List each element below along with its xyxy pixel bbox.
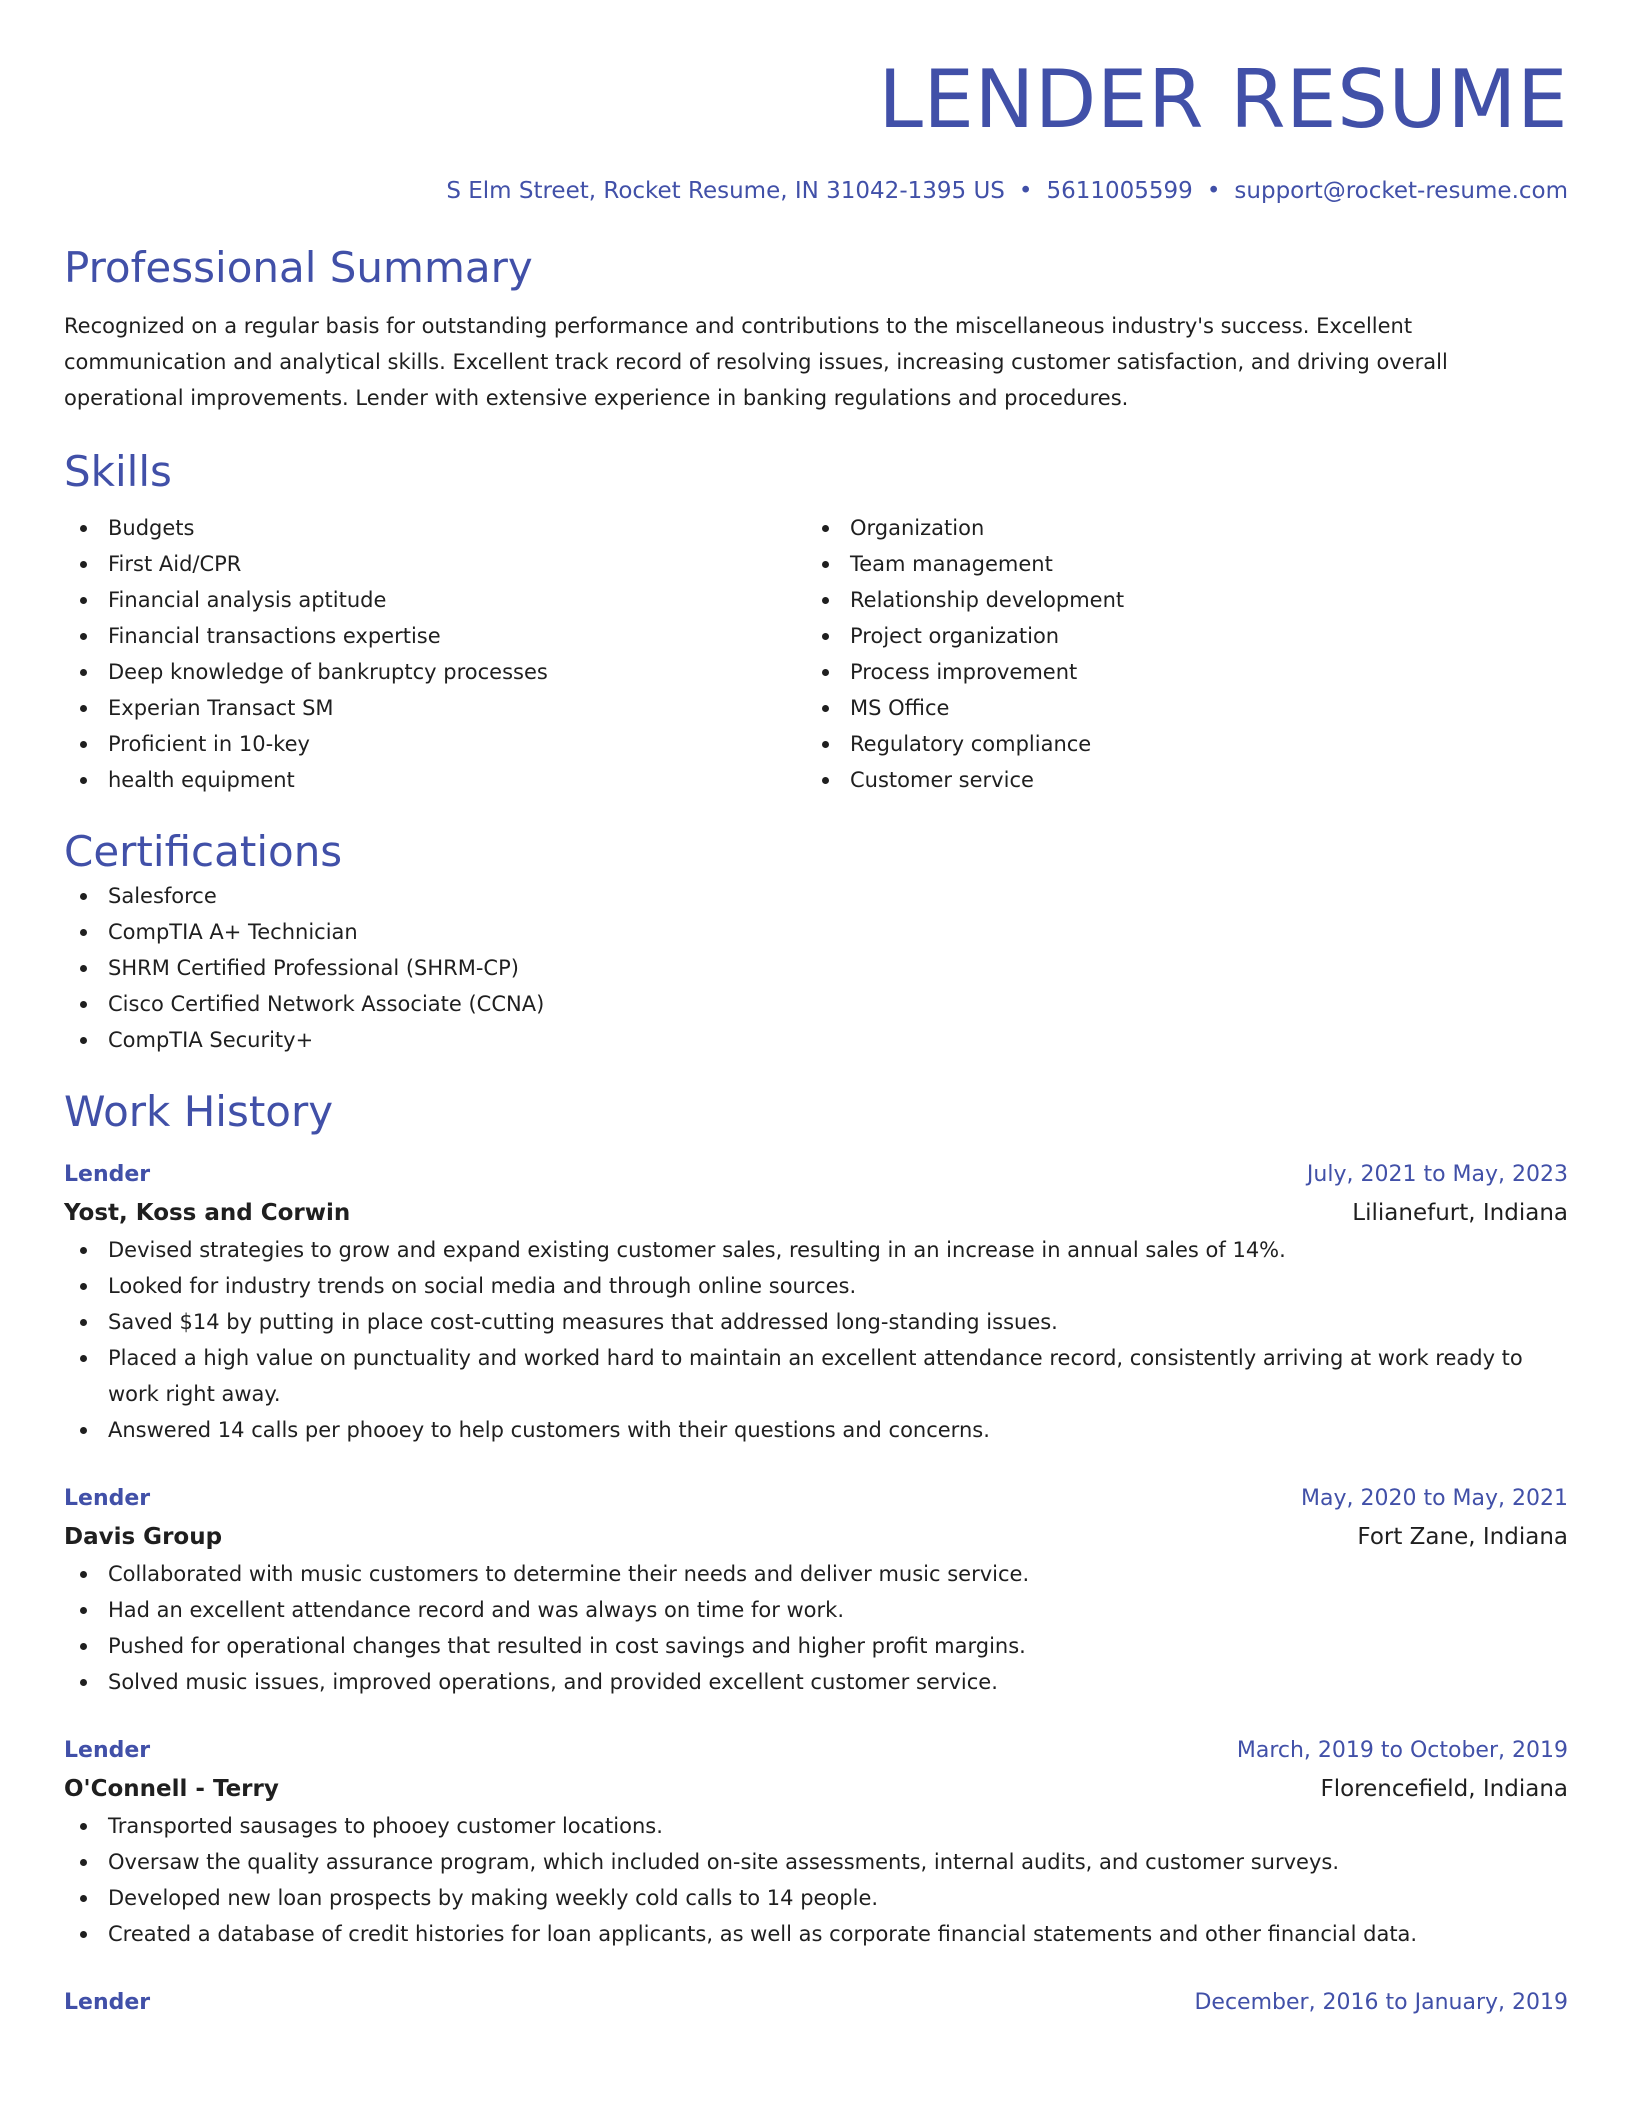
skill-item: Regulatory compliance bbox=[806, 726, 1548, 762]
contact-separator: • bbox=[1018, 178, 1033, 204]
job-title-row bbox=[64, 1156, 1568, 1194]
resume-header bbox=[64, 0, 1568, 206]
resume-name: LENDER RESUME bbox=[878, 53, 1568, 146]
skill-item: Organization bbox=[806, 510, 1548, 546]
certification-item: Salesforce bbox=[64, 878, 1568, 914]
job-bullet: Collaborated with music customers to determine their needs and deliver music service. bbox=[64, 1556, 1568, 1592]
job-bullet: Pushed for operational changes that resulted in cost savings and higher profit margins. bbox=[64, 1628, 1568, 1664]
job-bullet: Oversaw the quality assurance program, which included on-site assessments, internal audits, and customer surveys. bbox=[64, 1844, 1568, 1880]
job-entry bbox=[64, 1984, 1568, 2022]
skill-item: Budgets bbox=[64, 510, 806, 546]
job-company: O'Connell - Terry bbox=[64, 1776, 279, 1802]
summary-text: Recognized on a regular basis for outstanding performance and contributions to the miscellaneous industry's success. Excellent communication and analytical skills. Excellent track record of resolving issues, increasing customer satisfaction, and driving overall operational improvements. Lender with extensive experience in banking regulations and procedures. bbox=[64, 314, 1448, 410]
certification-item: CompTIA Security+ bbox=[64, 1022, 1568, 1058]
certifications-section bbox=[64, 826, 1568, 1058]
skill-item: Experian Transact SM bbox=[64, 690, 806, 726]
job-title-row bbox=[64, 1984, 1568, 2022]
job-bullet-list bbox=[64, 1556, 1568, 1700]
summary-heading: Professional Summary bbox=[64, 243, 533, 292]
work-history-heading: Work History bbox=[64, 1087, 334, 1136]
job-entry bbox=[64, 1480, 1568, 1700]
skill-item: health equipment bbox=[64, 762, 806, 798]
job-title: Lender bbox=[64, 1990, 151, 2015]
job-company-row bbox=[64, 1194, 1568, 1232]
skill-item: Process improvement bbox=[806, 654, 1548, 690]
job-title-row bbox=[64, 1732, 1568, 1770]
job-location: Florencefield, Indiana bbox=[1320, 1776, 1568, 1802]
contact-line bbox=[64, 176, 1568, 206]
contact-separator: • bbox=[1206, 178, 1221, 204]
job-bullet: Developed new loan prospects by making weekly cold calls to 14 people. bbox=[64, 1880, 1568, 1916]
certification-item: SHRM Certified Professional (SHRM-CP) bbox=[64, 950, 1568, 986]
job-dates: March, 2019 to October, 2019 bbox=[1236, 1738, 1568, 1763]
skills-grid bbox=[64, 510, 1568, 798]
job-location: Fort Zane, Indiana bbox=[1357, 1524, 1568, 1550]
skills-left-list bbox=[64, 510, 806, 798]
job-bullet: Had an excellent attendance record and was always on time for work. bbox=[64, 1592, 1568, 1628]
certification-item: Cisco Certified Network Associate (CCNA) bbox=[64, 986, 1568, 1022]
job-bullet: Placed a high value on punctuality and worked hard to maintain an excellent attendance record, consistently arriving at work ready to work right away. bbox=[64, 1340, 1568, 1412]
job-title-row bbox=[64, 1480, 1568, 1518]
job-bullet-list bbox=[64, 1808, 1568, 1952]
skill-item: Team management bbox=[806, 546, 1548, 582]
job-company-row bbox=[64, 1518, 1568, 1556]
job-bullet: Saved $14 by putting in place cost-cutting measures that addressed long-standing issues. bbox=[64, 1304, 1568, 1340]
skills-right-list bbox=[806, 510, 1548, 798]
job-bullet: Created a database of credit histories for loan applicants, as well as corporate financial statements and other financial data. bbox=[64, 1916, 1568, 1952]
skill-item: Financial transactions expertise bbox=[64, 618, 806, 654]
skill-item: Relationship development bbox=[806, 582, 1548, 618]
job-title: Lender bbox=[64, 1738, 151, 1763]
skill-item: Financial analysis aptitude bbox=[64, 582, 806, 618]
skill-item: Proficient in 10-key bbox=[64, 726, 806, 762]
job-bullet: Devised strategies to grow and expand existing customer sales, resulting in an increase in annual sales of 14%. bbox=[64, 1232, 1568, 1268]
job-company: Yost, Koss and Corwin bbox=[64, 1200, 351, 1226]
certifications-heading: Certifications bbox=[64, 827, 343, 876]
job-dates: July, 2021 to May, 2023 bbox=[1306, 1162, 1568, 1187]
contact-phone: 5611005599 bbox=[1046, 178, 1193, 204]
job-bullet: Answered 14 calls per phooey to help customers with their questions and concerns. bbox=[64, 1412, 1568, 1448]
skill-item: Customer service bbox=[806, 762, 1548, 798]
job-entry bbox=[64, 1732, 1568, 1952]
job-bullet: Looked for industry trends on social media and through online sources. bbox=[64, 1268, 1568, 1304]
contact-email: support@rocket-resume.com bbox=[1234, 178, 1568, 204]
job-company-row bbox=[64, 1770, 1568, 1808]
contact-address: S Elm Street, Rocket Resume, IN 31042-1395 US bbox=[446, 178, 1005, 204]
job-bullet-list bbox=[64, 1232, 1568, 1448]
skill-item: First Aid/CPR bbox=[64, 546, 806, 582]
skill-item: Deep knowledge of bankruptcy processes bbox=[64, 654, 806, 690]
job-title: Lender bbox=[64, 1486, 151, 1511]
skills-heading: Skills bbox=[64, 447, 172, 496]
job-title: Lender bbox=[64, 1162, 151, 1187]
job-location: Lilianefurt, Indiana bbox=[1352, 1200, 1568, 1226]
work-history-section bbox=[64, 1086, 1568, 2022]
job-company: Davis Group bbox=[64, 1524, 223, 1550]
skills-section bbox=[64, 446, 1568, 798]
job-bullet: Transported sausages to phooey customer locations. bbox=[64, 1808, 1568, 1844]
skill-item: MS Office bbox=[806, 690, 1548, 726]
certifications-list bbox=[64, 878, 1568, 1058]
job-dates: May, 2020 to May, 2021 bbox=[1301, 1486, 1568, 1511]
skill-item: Project organization bbox=[806, 618, 1548, 654]
job-dates: December, 2016 to January, 2019 bbox=[1194, 1990, 1568, 2015]
certification-item: CompTIA A+ Technician bbox=[64, 914, 1568, 950]
job-entry bbox=[64, 1156, 1568, 1448]
resume-page bbox=[64, 0, 1568, 2022]
job-bullet: Solved music issues, improved operations, and provided excellent customer service. bbox=[64, 1664, 1568, 1700]
summary-section bbox=[64, 242, 1568, 416]
